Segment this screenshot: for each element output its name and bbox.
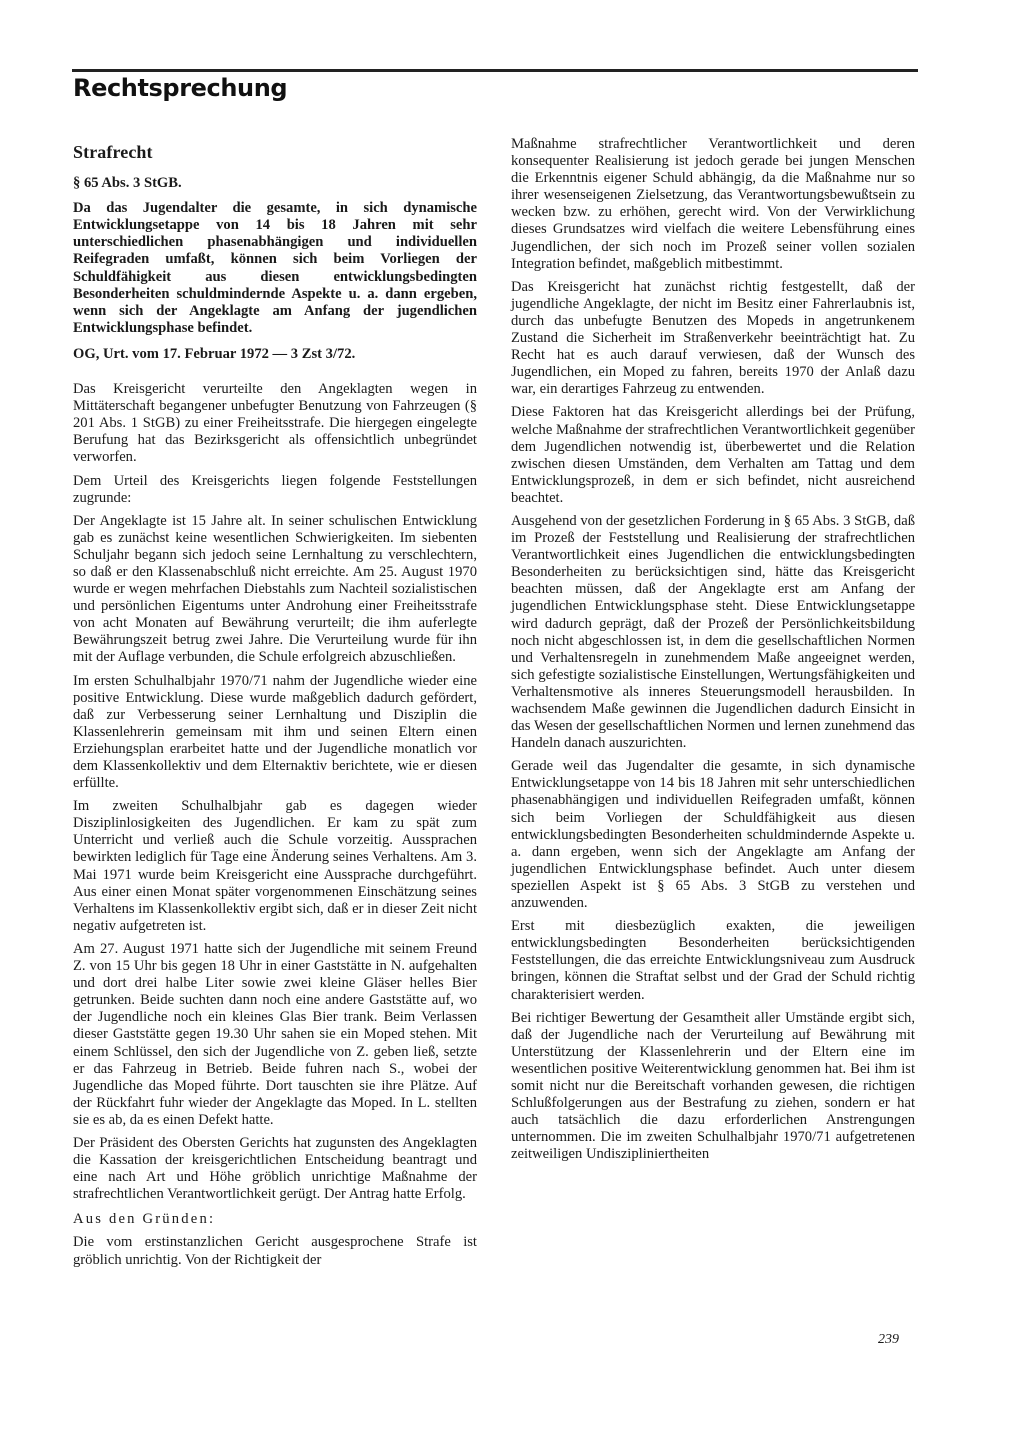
section-title: Strafrecht [73, 142, 153, 162]
page-number: 239 [878, 1332, 899, 1347]
leitsatz: Da das Jugendalter die gesamte, in sich dynamische Entwicklungsetappe von 14 bis 18 Jahren mit sehr unterschiedlichen phasenabhängigen und individuellen Reifegraden umfaßt, können sich beim Vorliegen der Schuldfähigkeit aus diesen entwicklungsbedingten Besonderheiten schuldmindernde Aspekte u. a. dann ergeben, wenn sich der Angeklagte am Anfang der jugendlichen Entwicklungsphase befindet. [73, 200, 477, 336]
right-column [511, 136, 915, 1169]
paragraph: Dem Urteil des Kreisgerichts liegen folgende Feststellungen zugrunde: [73, 472, 477, 506]
left-column [73, 144, 477, 1275]
court-citation: OG, Urt. vom 17. Februar 1972 — 3 Zst 3/72. [73, 345, 356, 362]
paragraph: Diese Faktoren hat das Kreisgericht allerdings bei der Prüfung, welche Maßnahme der strafrechtlichen Verantwortlichkeit gegenüber dem Jugendlichen notwendig ist, überbewertet und die Relation zwischen diesen Umständen, dem Verhalten am Tattag und dem Entwicklungsprozeß, in dem er sich befindet, nicht ausreichend beachtet. [511, 404, 915, 506]
paragraph: Bei richtiger Bewertung der Gesamtheit aller Umstände ergibt sich, daß der Jugendliche nach der Verurteilung auf Bewährung mit Unterstützung der Klassenlehrerin und der Eltern eine im wesentlichen positive Weiterentwicklung genommen hat. Bei ihm ist somit nicht nur die Bereitschaft vorhanden gewesen, die richtigen Schlußfolgerungen aus der Bestrafung zu ziehen, sondern er hat auch tatsächlich die dazu erforderlichen Anstrengungen unternommen. Die im zweiten Schulhalbjahr 1970/71 aufgetretenen zeitweiligen Undiszipliniertheiten [511, 1009, 915, 1163]
header-rule [72, 69, 918, 72]
page-header: Rechtsprechung [73, 74, 288, 102]
law-reference: § 65 Abs. 3 StGB. [73, 175, 182, 192]
paragraph: Am 27. August 1971 hatte sich der Jugendliche mit seinem Freund Z. von 15 Uhr bis gegen 18 Uhr in einer Gaststätte in N. aufgehalten und dort drei halbe Liter sowie zwei kleine Gläser helles Bier getrunken. Beide suchten dann noch eine andere Gaststätte auf, wo der Jugendliche noch ein kleines Glas Bier trank. Beim Verlassen dieser Gaststätte gegen 19.30 Uhr sahen sie ein Moped stehen. Mit einem Schlüssel, den sich der Jugendliche von Z. geben ließ, setzte er das Fahrzeug in Betrieb. Beide fuhren nach S., wobei der Jugendliche das Moped führte. Dort tauschten sie ihre Plätze. Auf der Rückfahrt fuhr wieder der Angeklagte das Moped. In L. stellten sie es ab, da es einen Defekt hatte. [73, 940, 477, 1128]
paragraph: Ausgehend von der gesetzlichen Forderung in § 65 Abs. 3 StGB, daß im Prozeß der Feststellung und Realisierung der strafrechtlichen Verantwortlichkeit eines Jugendlichen die entwicklungsbedingten Besonderheiten zu berücksichtigen sind, hätte das Kreisgericht beachten müssen, daß der Angeklagte erst am Anfang der jugendlichen Entwicklungsphase steht. Diese Entwicklungsetappe wird dadurch geprägt, daß der Prozeß der Persönlichkeitsbildung noch nicht abgeschlossen ist, in dem die gesellschaftlichen Normen und Verhaltensregeln in zunehmendem Maße angeeignet werden, sich gefestigte sozialistische Einstellungen, Wertungsfähigkeiten und Verhaltensmotive als inneres Steuerungsmodell herausbilden. In wachsendem Maße gewinnen die Jugendlichen dadurch Einsicht in das Wesen der gesellschaftlichen Normen und lernen zunehmend das Handeln danach auszurichten. [511, 512, 915, 752]
paragraph: Maßnahme strafrechtlicher Verantwortlichkeit und deren konsequenter Realisierung ist jedoch gerade bei jungen Menschen die Erkenntnis eigener Schuld abhängig, da die Maßnahme nur so ihrer wesenseigenen Zielsetzung, das Verantwortungsbewußtsein zu wecken bzw. zu erhöhen, gerecht wird. Von der Verwirklichung dieses Grundsatzes wird vielfach die weitere Lebensführung eines Jugendlichen, der sich noch im Prozeß seiner vollen sozialen Integration befindet, maßgeblich mitbestimmt. [511, 136, 915, 272]
paragraph: Der Präsident des Obersten Gerichts hat zugunsten des Angeklagten die Kassation der kreisgerichtlichen Entscheidung beantragt und eine nach Art und Höhe gröblich unrichtige Maßnahme der strafrechtlichen Verantwortlichkeit gerügt. Der Antrag hatte Erfolg. [73, 1134, 477, 1203]
paragraph: Der Angeklagte ist 15 Jahre alt. In seiner schulischen Entwicklung gab es zunächst keine wesentlichen Schwierigkeiten. Im siebenten Schuljahr begann sich jedoch seine Lernhaltung zu verschlechtern, so daß er den Klassenabschluß nicht erreichte. Am 25. August 1970 wurde er wegen mehrfachen Diebstahls zum Nachteil sozialistischen und persönlichen Eigentums unter Androhung einer Freiheitsstrafe von acht Monaten auf Bewährung verurteilt; die ihm auferlegte Bewährungszeit betrug zwei Jahre. Die Verurteilung wurde für ihn mit der Auflage verbunden, die Schule erfolgreich abzuschließen. [73, 512, 477, 666]
paragraph: Gerade weil das Jugendalter die gesamte, in sich dynamische Entwicklungsetappe von 14 bis 18 Jahren mit sehr unterschiedlichen phasenabhängigen und individuellen Reifegraden umfaßt, können sich beim Vorliegen der Schuldfähigkeit aus diesen entwicklungsbedingten Besonderheiten schuldmindernde Aspekte u. a. dann ergeben, wenn sich der Angeklagte am Anfang der jugendlichen Entwicklungsphase befindet. Auch unter diesem speziellen Aspekt ist § 65 Abs. 3 StGB zu verstehen und anzuwenden. [511, 758, 915, 912]
paragraph: Im ersten Schulhalbjahr 1970/71 nahm der Jugendliche wieder eine positive Entwicklung. Diese wurde maßgeblich dadurch gefördert, daß zur Verbesserung seiner Lernhaltung und Disziplin die Klassenlehrerin gemeinsam mit ihm und seinen Eltern einen Erziehungsplan erarbeitet hatte und der Jugendliche monatlich vor dem Klassenkollektiv und dem Elternaktiv berichtete, wie er diesen erfüllte. [73, 672, 477, 792]
paragraph: Das Kreisgericht hat zunächst richtig festgestellt, daß der jugendliche Angeklagte, der nicht im Besitz einer Fahrerlaubnis ist, durch das unbefugte Benutzen des Mopeds in angetrunkenem Zustand die Sicherheit im Straßenverkehr beeinträchtigt hat. Zu Recht hat es auch darauf verwiesen, daß der Wunsch des Jugendlichen, ein Moped zu fahren, bereits 1970 der Anlaß dazu war, ein derartiges Fahrzeug zu entwenden. [511, 278, 915, 398]
gruende-heading: Aus den Gründen: [73, 1211, 216, 1228]
paragraph: Erst mit diesbezüglich exakten, die jeweiligen entwicklungsbedingten Besonderheiten berücksichtigenden Feststellungen, die das erreichte Entwicklungsniveau zum Ausdruck bringen, können die Straftat selbst und der Grad der Schuld richtig charakterisiert werden. [511, 918, 915, 1003]
paragraph: Das Kreisgericht verurteilte den Angeklagten wegen in Mittäterschaft begangener unbefugter Benutzung von Fahrzeugen (§ 201 Abs. 1 StGB) zu einer Freiheitsstrafe. Die hiergegen eingelegte Berufung hat das Bezirksgericht als offensichtlich unbegründet verworfen. [73, 381, 477, 466]
paragraph: Im zweiten Schulhalbjahr gab es dagegen wieder Disziplinlosigkeiten des Jugendlichen. Er kam zu spät zum Unterricht und verließ auch die Schule vorzeitig. Aussprachen bewirkten lediglich für Tage eine Änderung seines Verhaltens. Am 3. Mai 1971 wurde beim Kreisgericht eine Aussprache durchgeführt. Aus einer einen Monat später vorgenommenen Einschätzung seines Verhaltens im Klassenkollektiv ergibt sich, daß er in dieser Zeit nicht negativ aufgetreten ist. [73, 798, 477, 934]
paragraph: Die vom erstinstanzlichen Gericht ausgesprochene Strafe ist gröblich unrichtig. Von der Richtigkeit der [73, 1234, 477, 1268]
